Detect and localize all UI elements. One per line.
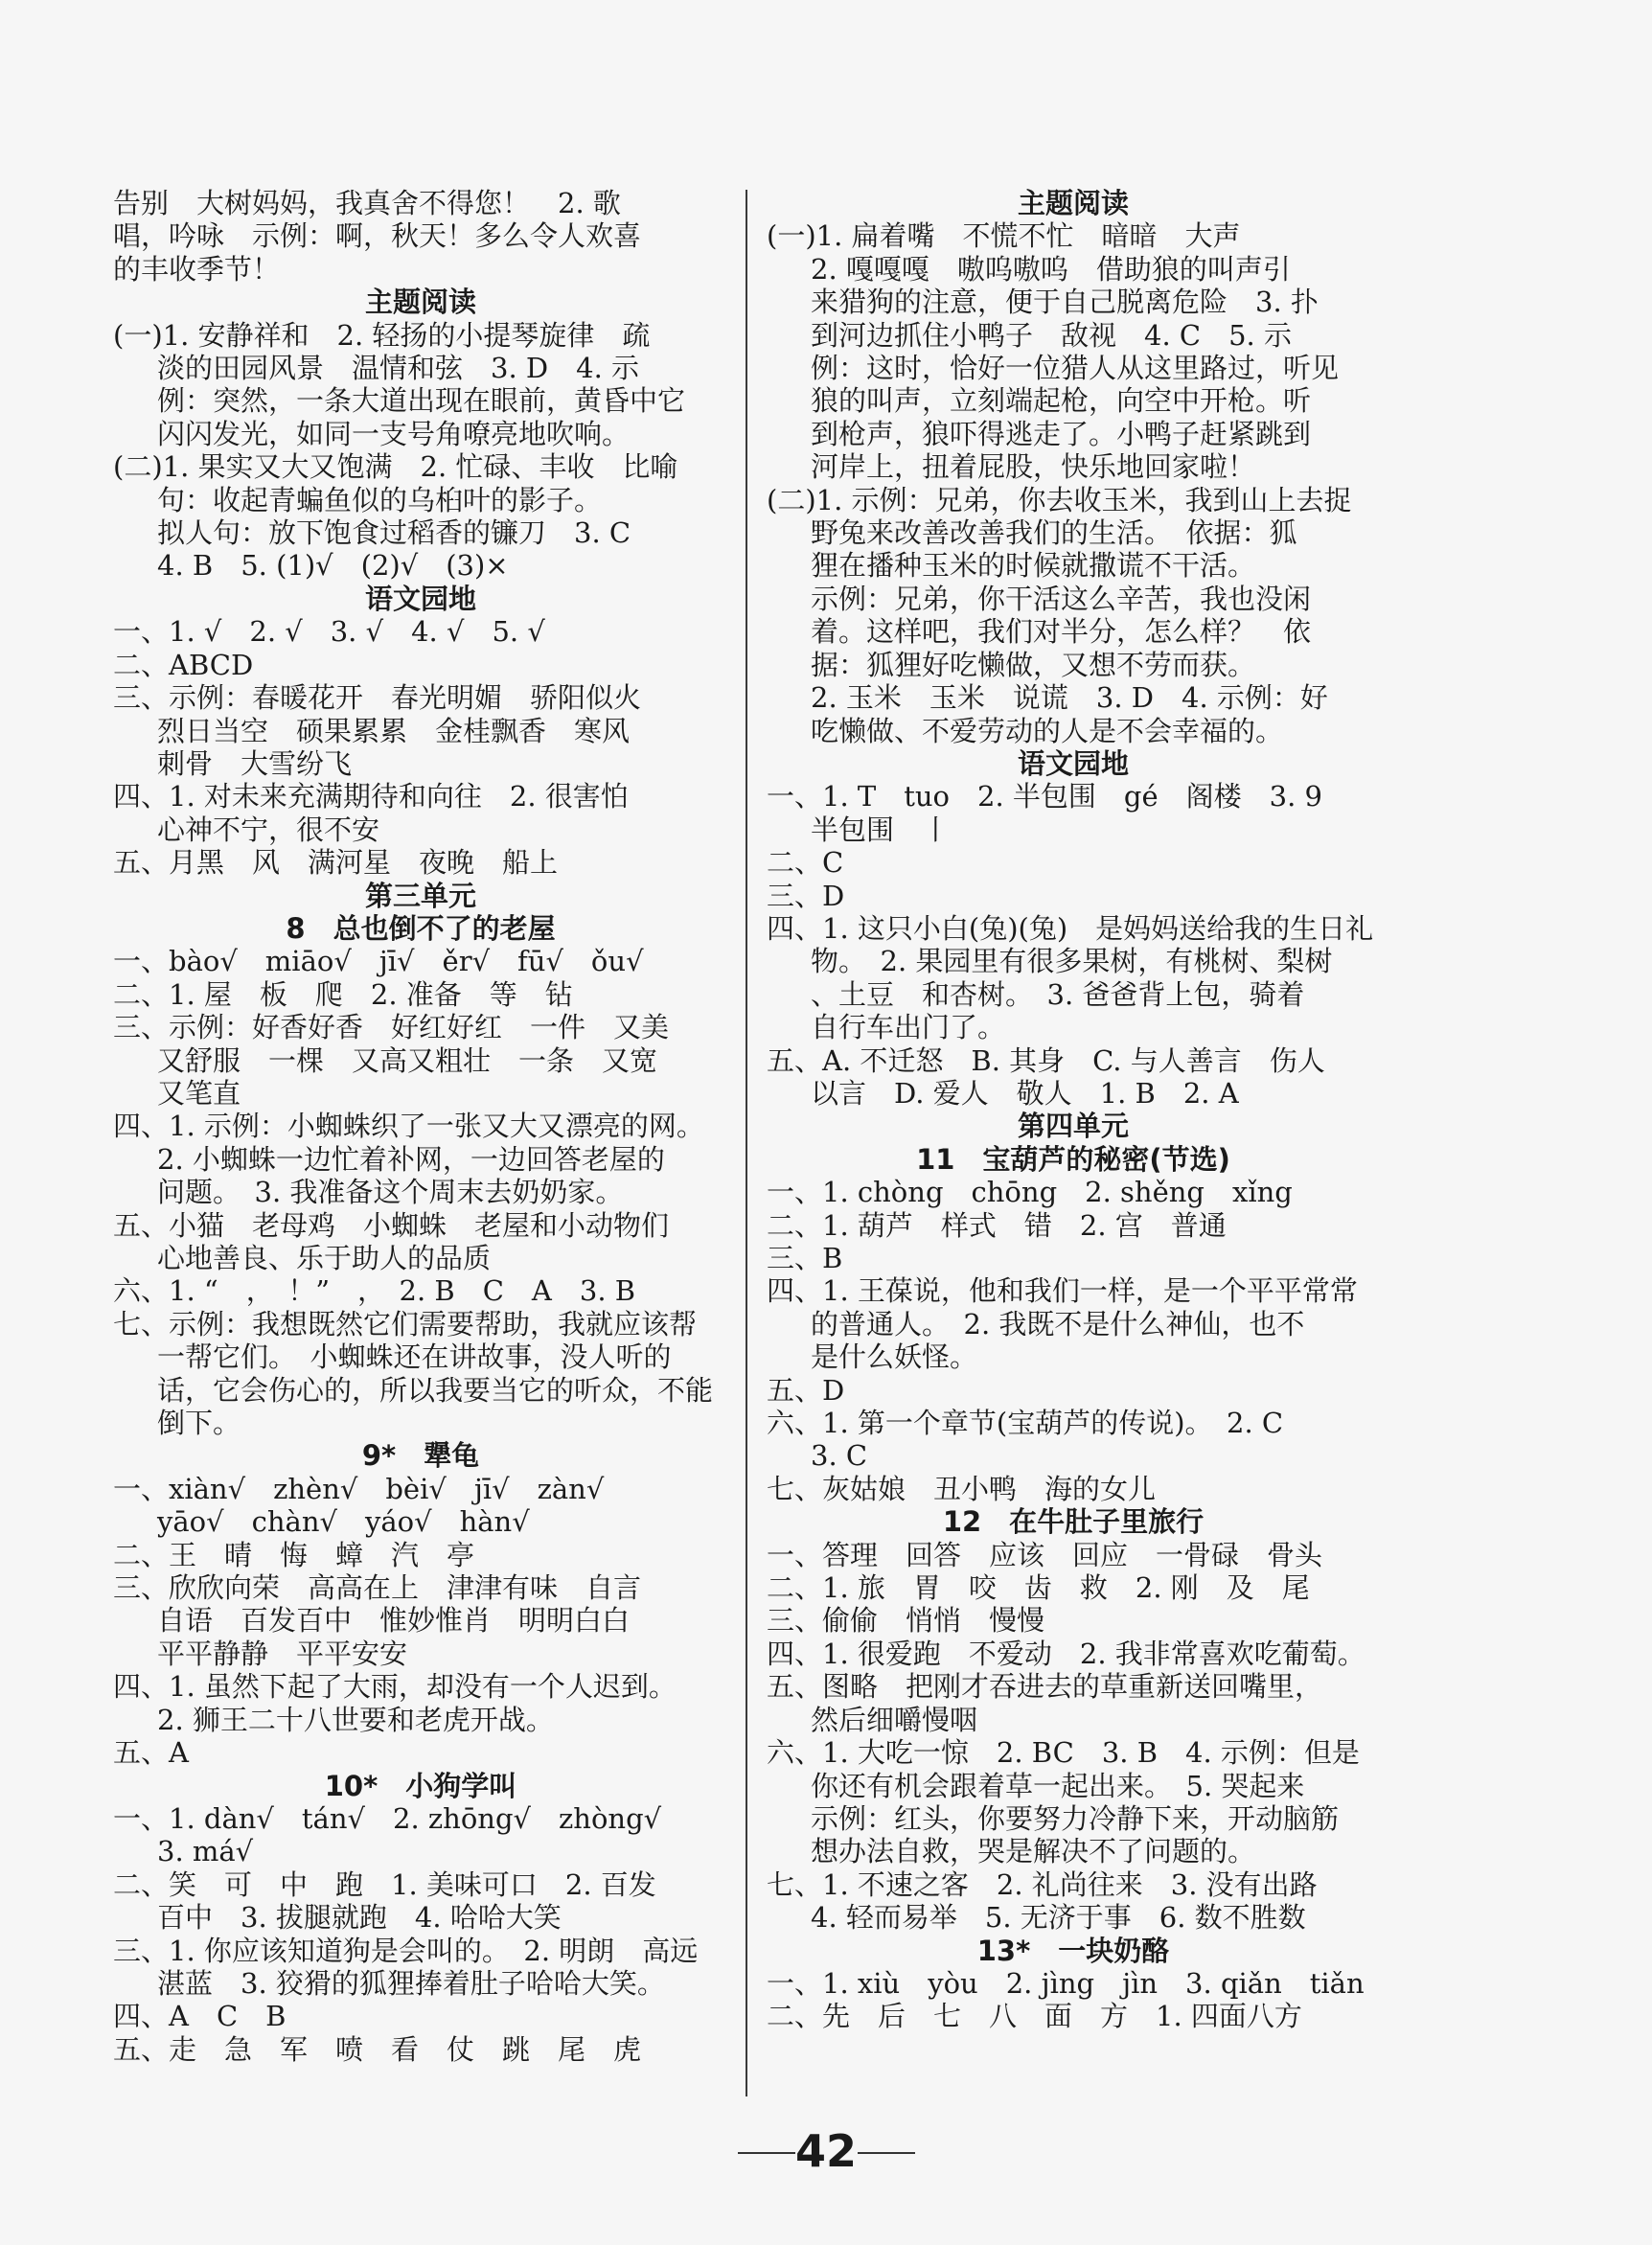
answer-line: 4. 轻而易举 5. 无济于事 6. 数不胜数 xyxy=(811,1901,1306,1935)
answer-line: 三、示例：春暖花开 春光明媚 骄阳似火 xyxy=(113,681,642,715)
answer-line: 着。这样吧，我们对半分，怎么样？ 依 xyxy=(811,615,1312,649)
answer-line: 四、1. 王葆说，他和我们一样，是一个平平常常 xyxy=(767,1274,1358,1308)
answer-line: 二、1. 屋 板 爬 2. 准备 等 钻 xyxy=(113,977,573,1011)
answer-line: 问题。 3. 我准备这个周末去奶奶家。 xyxy=(157,1176,624,1209)
answer-line: 吃懒做、不爱劳动的人是不会幸福的。 xyxy=(811,714,1284,747)
answer-line: 又舒服 一棵 又高又粗壮 一条 又宽 xyxy=(157,1043,658,1077)
answer-line: 是什么妖怪。 xyxy=(811,1340,978,1374)
answer-line: 2. 玉米 玉米 说谎 3. D 4. 示例：好 xyxy=(811,681,1328,715)
page-number-dash-right xyxy=(858,2152,915,2154)
answer-line: (一)1. 扁着嘴 不慌不忙 暗暗 大声 xyxy=(767,219,1241,253)
answer-line: 一、1. dàn√ tán√ 2. zhōng√ zhòng√ xyxy=(113,1801,662,1835)
answer-line: 例：突然，一条大道出现在眼前，黄昏中它 xyxy=(157,384,686,418)
answer-line: 五、A. 不迁怒 B. 其身 C. 与人善言 伤人 xyxy=(767,1043,1325,1077)
answer-line: 一帮它们。 小蜘蛛还在讲故事，没人听的 xyxy=(157,1340,672,1374)
answer-line: 二、C xyxy=(767,846,844,880)
left-answer-column xyxy=(113,187,728,2066)
answer-line: 五、小猫 老母鸡 小蜘蛛 老屋和小动物们 xyxy=(113,1208,670,1242)
answer-line: 一、1. chòng chōng 2. shěng xǐng xyxy=(767,1176,1293,1209)
answer-line: 4. B 5. (1)√ (2)√ (3)× xyxy=(157,549,509,583)
answer-line: 据：狐狸好吃懒做，又想不劳而获。 xyxy=(811,648,1256,681)
answer-line: 3. C xyxy=(811,1439,868,1473)
section-heading: 10* 小狗学叫 xyxy=(324,1769,517,1802)
answer-line: 四、1. 示例：小蜘蛛织了一张又大又漂亮的网。 xyxy=(113,1110,704,1143)
answer-line: 六、1. “ ， ！” ， 2. B C A 3. B xyxy=(113,1274,636,1308)
answer-line: 三、D xyxy=(767,879,845,912)
answer-line: 四、1. 很爱跑 不爱动 2. 我非常喜欢吃葡萄。 xyxy=(767,1637,1365,1670)
answer-line: 2. 嘎嘎嘎 嗷呜嗷呜 借助狼的叫声引 xyxy=(811,252,1291,286)
right-answer-column xyxy=(767,187,1380,2033)
answer-line: 2. 狮王二十八世要和老虎开战。 xyxy=(157,1703,554,1736)
answer-line: 河岸上，扭着屁股，快乐地回家啦！ xyxy=(811,450,1256,484)
answer-line: 四、1. 虽然下起了大雨，却没有一个人迟到。 xyxy=(113,1670,677,1704)
answer-line: 句：收起青蝙鱼似的乌桕叶的影子。 xyxy=(157,483,603,516)
answer-line: 五、走 急 军 喷 看 仗 跳 尾 虎 xyxy=(113,2032,642,2066)
answer-line: 五、D xyxy=(767,1373,845,1407)
answer-line: 一、bào√ miāo√ jī√ ěr√ fū√ ǒu√ xyxy=(113,945,644,978)
answer-line: 的普通人。 2. 我既不是什么神仙，也不 xyxy=(811,1307,1305,1340)
answer-line: 三、1. 你应该知道狗是会叫的。 2. 明朗 高远 xyxy=(113,1934,699,1967)
answer-line: 烈日当空 硕果累累 金桂飘香 寒风 xyxy=(157,714,631,747)
answer-line: 野兔来改善改善我们的生活。 依据：狐 xyxy=(811,516,1297,550)
answer-line: 又笔直 xyxy=(157,1076,241,1110)
answer-line: 2. 小蜘蛛一边忙着补网，一边回答老屋的 xyxy=(157,1142,665,1176)
answer-line: 湛蓝 3. 狡猾的狐狸捧着肚子哈哈大笑。 xyxy=(157,1966,665,2000)
answer-line: 狸在播种玉米的时候就撒谎不干活。 xyxy=(811,549,1256,583)
answer-line: 七、示例：我想既然它们需要帮助，我就应该帮 xyxy=(113,1307,698,1340)
answer-line: 狼的叫声，立刻端起枪，向空中开枪。听 xyxy=(811,384,1312,418)
answer-line: 二、王 晴 悔 蟑 汽 亭 xyxy=(113,1538,475,1571)
answer-line: 六、1. 第一个章节(宝葫芦的传说)。 2. C xyxy=(767,1407,1284,1440)
answer-line: 一、1. T tuo 2. 半包围 gé 阁楼 3. 9 xyxy=(767,780,1322,813)
answer-line: 来猎狗的注意，便于自己脱离危险 3. 扑 xyxy=(811,286,1319,319)
answer-line: 五、月黑 风 满河星 夜晚 船上 xyxy=(113,846,559,880)
answer-line: 心神不宁，很不安 xyxy=(157,813,380,846)
answer-line: 四、1. 对未来充满期待和向往 2. 很害怕 xyxy=(113,780,629,813)
answer-line: 三、B xyxy=(767,1242,843,1274)
section-heading: 语文园地 xyxy=(1017,746,1129,780)
answer-line: 到河边抓住小鸭子 敌视 4. C 5. 示 xyxy=(811,318,1292,352)
answer-line: 到枪声，狼吓得逃走了。小鸭子赶紧跳到 xyxy=(811,417,1312,450)
answer-line: 、土豆 和杏树。 3. 爸爸背上包，骑着 xyxy=(811,977,1305,1011)
answer-line: 五、图略 把刚才吞进去的草重新送回嘴里， xyxy=(767,1670,1323,1704)
answer-line: 告别 大树妈妈，我真舍不得您！ 2. 歌 xyxy=(113,187,621,219)
answer-line: 二、笑 可 中 跑 1. 美味可口 2. 百发 xyxy=(113,1867,656,1901)
answer-line: 拟人句：放下饱食过稻香的镰刀 3. C xyxy=(157,516,631,550)
section-heading: 第三单元 xyxy=(364,879,476,912)
answer-line: 五、A xyxy=(113,1736,189,1770)
answer-line: 物。 2. 果园里有很多果树，有桃树、梨树 xyxy=(811,945,1333,978)
answer-line: 话，它会伤心的，所以我要当它的听众，不能 xyxy=(157,1373,714,1407)
page-number: 42 xyxy=(794,2125,857,2177)
answer-line: 平平静静 平平安安 xyxy=(157,1637,408,1670)
answer-line: 三、偷偷 悄悄 慢慢 xyxy=(767,1604,1045,1638)
answer-line: 自行车出门了。 xyxy=(811,1011,1006,1044)
answer-line: 心地善良、乐于助人的品质 xyxy=(157,1242,492,1274)
answer-line: 二、ABCD xyxy=(113,648,254,681)
answer-line: (一)1. 安静祥和 2. 轻扬的小提琴旋律 疏 xyxy=(113,318,651,352)
answer-line: 一、1. √ 2. √ 3. √ 4. √ 5. √ xyxy=(113,615,545,649)
answer-line: 二、先 后 七 八 面 方 1. 四面八方 xyxy=(767,2000,1302,2033)
answer-line: 3. má√ xyxy=(157,1835,254,1868)
answer-line: 示例：兄弟，你干活这么辛苦，我也没闲 xyxy=(811,582,1312,615)
answer-line: 七、灰姑娘 丑小鸭 海的女儿 xyxy=(767,1472,1157,1505)
answer-line: 一、1. xiù yòu 2. jìng jìn 3. qiǎn tiǎn xyxy=(767,1966,1365,2000)
answer-line: 想办法自救，哭是解决不了问题的。 xyxy=(811,1835,1256,1868)
answer-line: 四、1. 这只小白(兔)(兔) 是妈妈送给我的生日礼 xyxy=(767,911,1374,945)
section-heading: 13* 一块奶酪 xyxy=(976,1934,1170,1967)
answer-line: 你还有机会跟着草一起出来。 5. 哭起来 xyxy=(811,1769,1305,1802)
answer-line: 倒下。 xyxy=(157,1407,241,1440)
answer-line: 二、1. 旅 胃 咬 齿 救 2. 刚 及 尾 xyxy=(767,1571,1310,1605)
column-divider xyxy=(746,190,747,2096)
answer-line: 刺骨 大雪纷飞 xyxy=(157,746,353,780)
section-heading: 主题阅读 xyxy=(364,286,476,319)
section-heading: 8 总也倒不了的老屋 xyxy=(286,911,556,945)
answer-line: 闪闪发光，如同一支号角嘹亮地吹响。 xyxy=(157,417,631,450)
answer-line: 七、1. 不速之客 2. 礼尚往来 3. 没有出路 xyxy=(767,1867,1318,1901)
section-heading: 12 在牛肚子里旅行 xyxy=(942,1505,1205,1539)
section-heading: 9* 犟龟 xyxy=(361,1439,480,1473)
answer-line: 示例：红头，你要努力冷静下来，开动脑筋 xyxy=(811,1801,1340,1835)
section-heading: 主题阅读 xyxy=(1017,187,1129,219)
answer-line: 六、1. 大吃一惊 2. BC 3. B 4. 示例：但是 xyxy=(767,1736,1360,1770)
answer-line: 三、示例：好香好香 好红好红 一件 又美 xyxy=(113,1011,670,1044)
answer-line: 四、A C B xyxy=(113,2000,287,2033)
answer-line: 例：这时，恰好一位猎人从这里路过，听见 xyxy=(811,352,1340,385)
answer-line: 二、1. 葫芦 样式 错 2. 宫 普通 xyxy=(767,1208,1227,1242)
answer-line: (二)1. 示例：兄弟，你去收玉米，我到山上去捉 xyxy=(767,483,1352,516)
answer-line: 自语 百发百中 惟妙惟肖 明明白白 xyxy=(157,1604,631,1638)
answer-line: 百中 3. 拔腿就跑 4. 哈哈大笑 xyxy=(157,1901,562,1935)
section-heading: 第四单元 xyxy=(1017,1110,1129,1143)
answer-line: 然后细嚼慢咽 xyxy=(811,1703,978,1736)
answer-line: 一、xiàn√ zhèn√ bèi√ jī√ zàn√ xyxy=(113,1472,605,1505)
section-heading: 语文园地 xyxy=(364,582,476,615)
answer-line: 淡的田园风景 温情和弦 3. D 4. 示 xyxy=(157,352,640,385)
answer-line: 唱，吟咏 示例：啊，秋天！多么令人欢喜 xyxy=(113,219,642,253)
answer-line: (二)1. 果实又大又饱满 2. 忙碌、丰收 比喻 xyxy=(113,450,678,484)
section-heading: 11 宝葫芦的秘密(节选) xyxy=(916,1142,1230,1176)
answer-line: 半包围 丨 xyxy=(811,813,951,846)
answer-line: 的丰收季节！ xyxy=(113,252,281,286)
answer-line: 一、答理 回答 应该 回应 一骨碌 骨头 xyxy=(767,1538,1323,1571)
answer-line: 以言 D. 爱人 敬人 1. B 2. A xyxy=(811,1076,1239,1110)
answer-line: yāo√ chàn√ yáo√ hàn√ xyxy=(157,1505,530,1539)
answer-line: 三、欣欣向荣 高高在上 津津有味 自言 xyxy=(113,1571,642,1605)
